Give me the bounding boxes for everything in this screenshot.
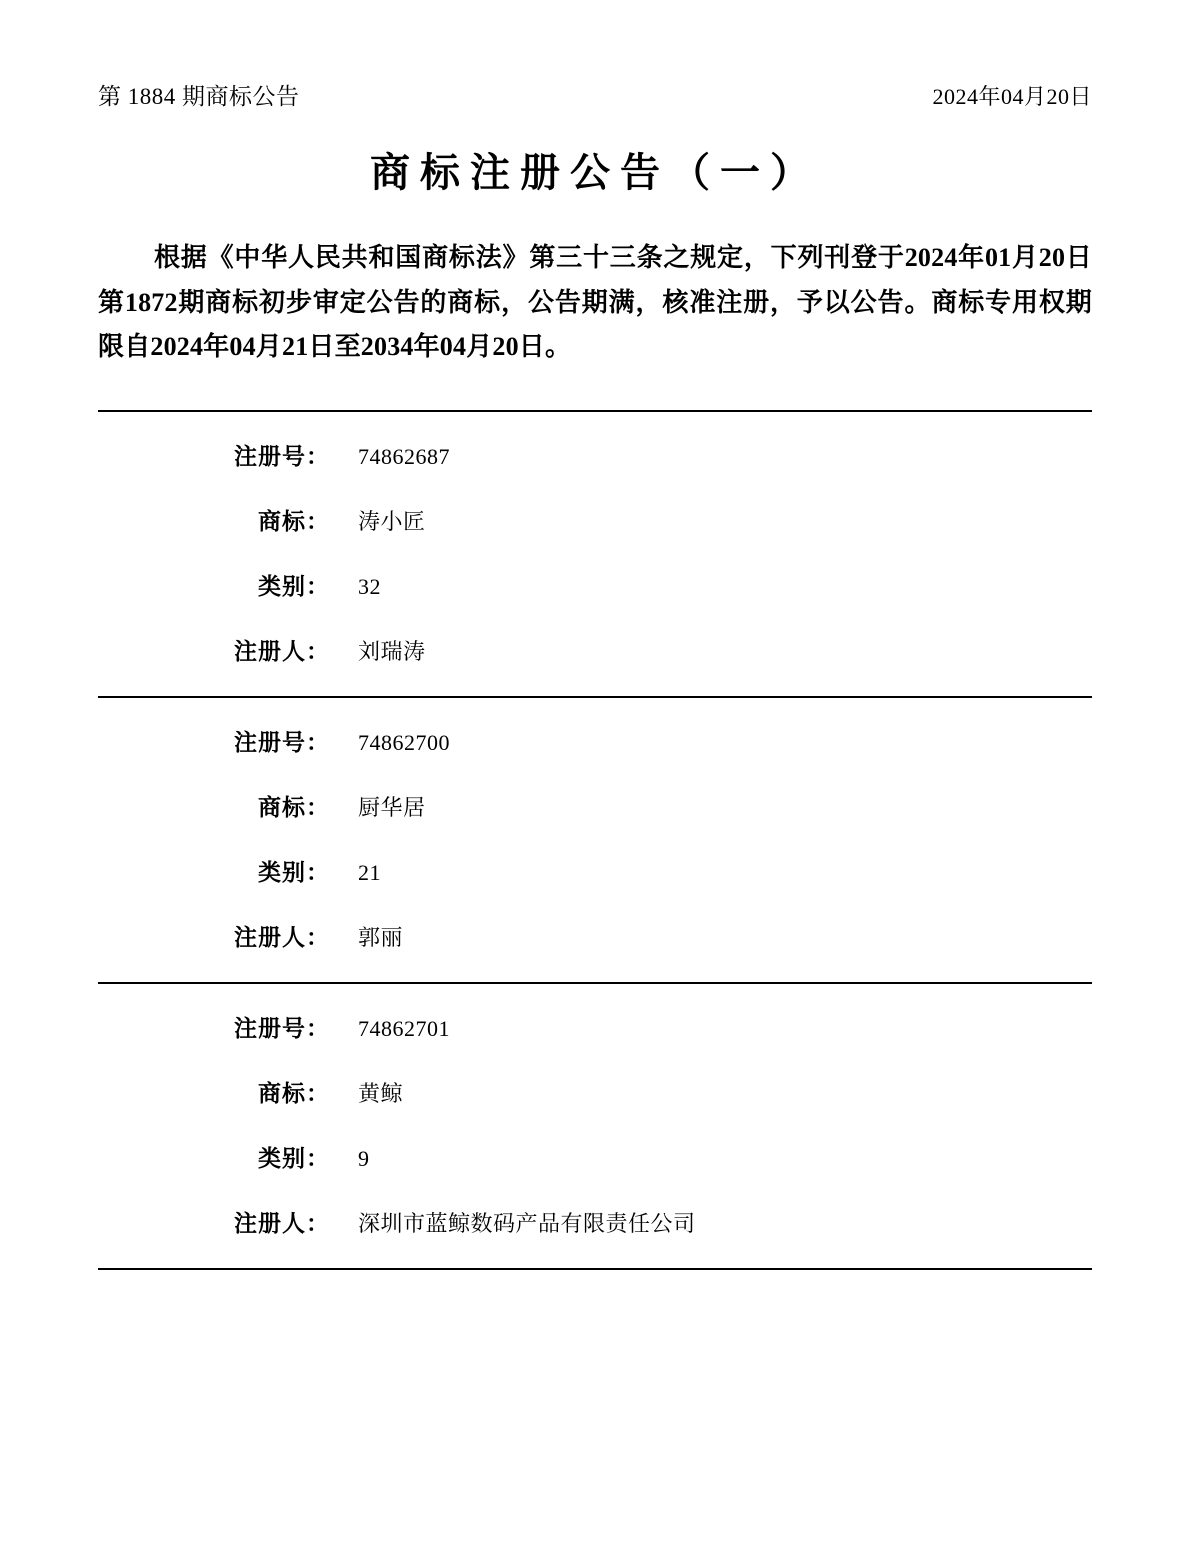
page-header [98, 78, 1092, 111]
intro-paragraph: 根据《中华人民共和国商标法》第三十三条之规定，下列刊登于2024年01月20日第1872期商标初步审定公告的商标，公告期满，核准注册，予以公告。商标专用权期限自2024年04月21日至2034年04月20日。 [98, 243, 1092, 362]
record-row-class [98, 568, 1092, 601]
label-trademark: 商标： [258, 1081, 330, 1107]
record-row-reg-no [98, 1010, 1092, 1043]
trademark-record [98, 984, 1092, 1268]
record-row-class [98, 854, 1092, 887]
value-class: 21 [358, 860, 381, 886]
value-reg-no: 74862701 [358, 1016, 450, 1042]
value-class: 9 [358, 1146, 370, 1172]
record-row-trademark [98, 789, 1092, 822]
label-class: 类别： [258, 1146, 330, 1172]
value-reg-no: 74862700 [358, 730, 450, 756]
issue-number: 第 1884 期商标公告 [98, 84, 300, 109]
value-registrant: 深圳市蓝鲸数码产品有限责任公司 [358, 1211, 696, 1237]
label-registrant: 注册人： [234, 925, 330, 951]
value-reg-no: 74862687 [358, 444, 450, 470]
publication-date: 2024年04月20日 [932, 84, 1092, 109]
label-reg-no: 注册号： [234, 1016, 330, 1042]
label-registrant: 注册人： [234, 1211, 330, 1237]
record-row-registrant [98, 633, 1092, 666]
trademark-record [98, 698, 1092, 982]
label-trademark: 商标： [258, 509, 330, 535]
trademark-record [98, 412, 1092, 696]
value-trademark: 厨华居 [358, 795, 426, 821]
value-registrant: 刘瑞涛 [358, 639, 426, 665]
value-class: 32 [358, 574, 381, 600]
label-reg-no: 注册号： [234, 444, 330, 470]
records-list [98, 410, 1092, 1270]
value-trademark: 涛小匠 [358, 509, 426, 535]
record-row-reg-no [98, 438, 1092, 471]
label-class: 类别： [258, 574, 330, 600]
page-title: 商标注册公告（一） [370, 150, 820, 195]
label-registrant: 注册人： [234, 639, 330, 665]
divider [98, 1268, 1092, 1270]
record-row-trademark [98, 1075, 1092, 1108]
record-row-registrant [98, 919, 1092, 952]
value-registrant: 郭丽 [358, 925, 404, 951]
record-row-registrant [98, 1205, 1092, 1238]
record-row-class [98, 1140, 1092, 1173]
label-class: 类别： [258, 860, 330, 886]
label-reg-no: 注册号： [234, 730, 330, 756]
label-trademark: 商标： [258, 795, 330, 821]
record-row-reg-no [98, 724, 1092, 757]
record-row-trademark [98, 503, 1092, 536]
value-trademark: 黄鲸 [358, 1081, 404, 1107]
